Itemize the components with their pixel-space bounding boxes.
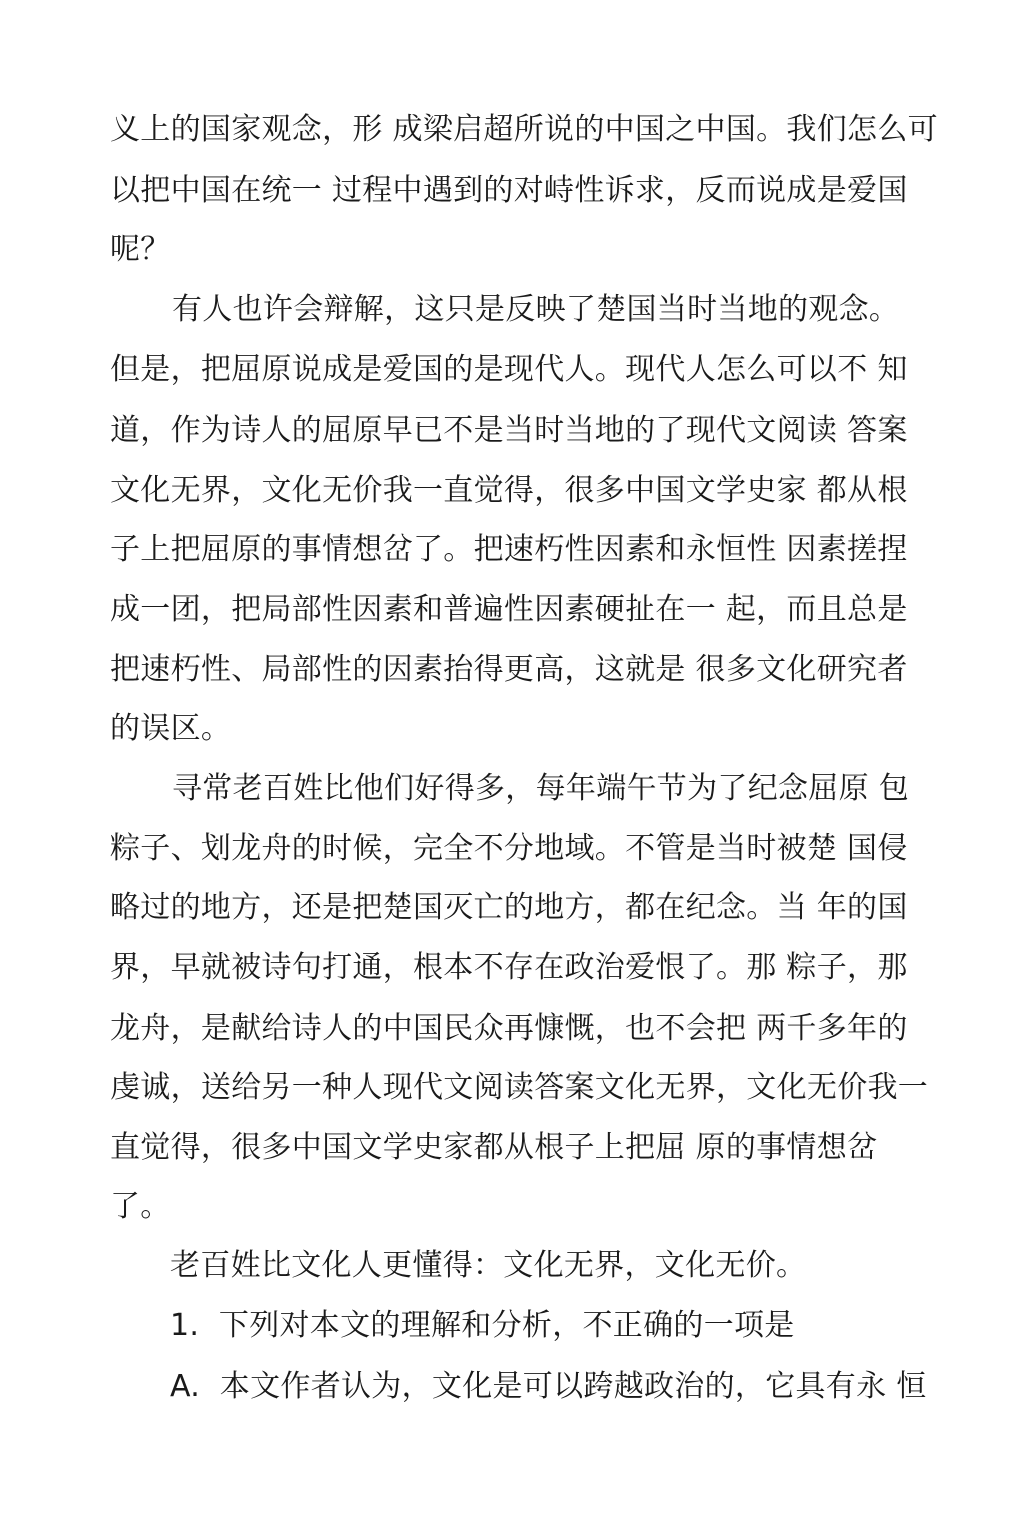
- text-line: 义上的国家观念，形 成梁启超所说的中国之中国。我们怎么可: [110, 112, 938, 147]
- text-line: 道，作为诗人的屈原早已不是当时当地的了现代文阅读 答案: [110, 413, 908, 448]
- text-line: 寻常老百姓比他们好得多，每年端午节为了纪念屈原 包: [172, 771, 910, 806]
- text-line: 但是，把屈原说成是爱国的是现代人。现代人怎么可以不 知: [110, 352, 908, 387]
- text-line: 虔诚，送给另一种人现代文阅读答案文化无界，文化无价我一: [110, 1070, 929, 1105]
- text-line: 有人也许会辩解，这只是反映了楚国当时当地的观念。: [172, 292, 900, 327]
- text-line: 的误区。: [110, 711, 232, 746]
- text-line: 了。: [110, 1189, 171, 1224]
- option-line: A. 本文作者认为，文化是可以跨越政治的，它具有永 恒: [170, 1369, 927, 1404]
- text-line: 呢？: [110, 232, 171, 267]
- question-line: 1. 下列对本文的理解和分析，不正确的一项是: [170, 1308, 795, 1343]
- text-line: 龙舟，是献给诗人的中国民众再慷慨，也不会把 两千多年的: [110, 1011, 908, 1046]
- text-line: 文化无界，文化无价我一直觉得，很多中国文学史家 都从根: [110, 473, 908, 508]
- text-line: 以把中国在统一 过程中遇到的对峙性诉求，反而说成是爱国: [110, 173, 908, 208]
- text-line: 界，早就被诗句打通，根本不存在政治爱恨了。那 粽子，那: [110, 950, 908, 985]
- text-line: 直觉得，很多中国文学史家都从根子上把屈 原的事情想岔: [110, 1130, 878, 1165]
- text-line: 成一团，把局部性因素和普遍性因素硬扯在一 起，而且总是: [110, 592, 908, 627]
- text-line: 把速朽性、局部性的因素抬得更高，这就是 很多文化研究者: [110, 652, 908, 687]
- text-line: 老百姓比文化人更懂得：文化无界，文化无价。: [170, 1248, 807, 1283]
- text-line: 子上把屈原的事情想岔了。把速朽性因素和永恒性 因素搓捏: [110, 532, 908, 567]
- text-line: 粽子、划龙舟的时候，完全不分地域。不管是当时被楚 国侵: [110, 831, 908, 866]
- text-line: 略过的地方，还是把楚国灭亡的地方，都在纪念。当 年的国: [110, 890, 908, 925]
